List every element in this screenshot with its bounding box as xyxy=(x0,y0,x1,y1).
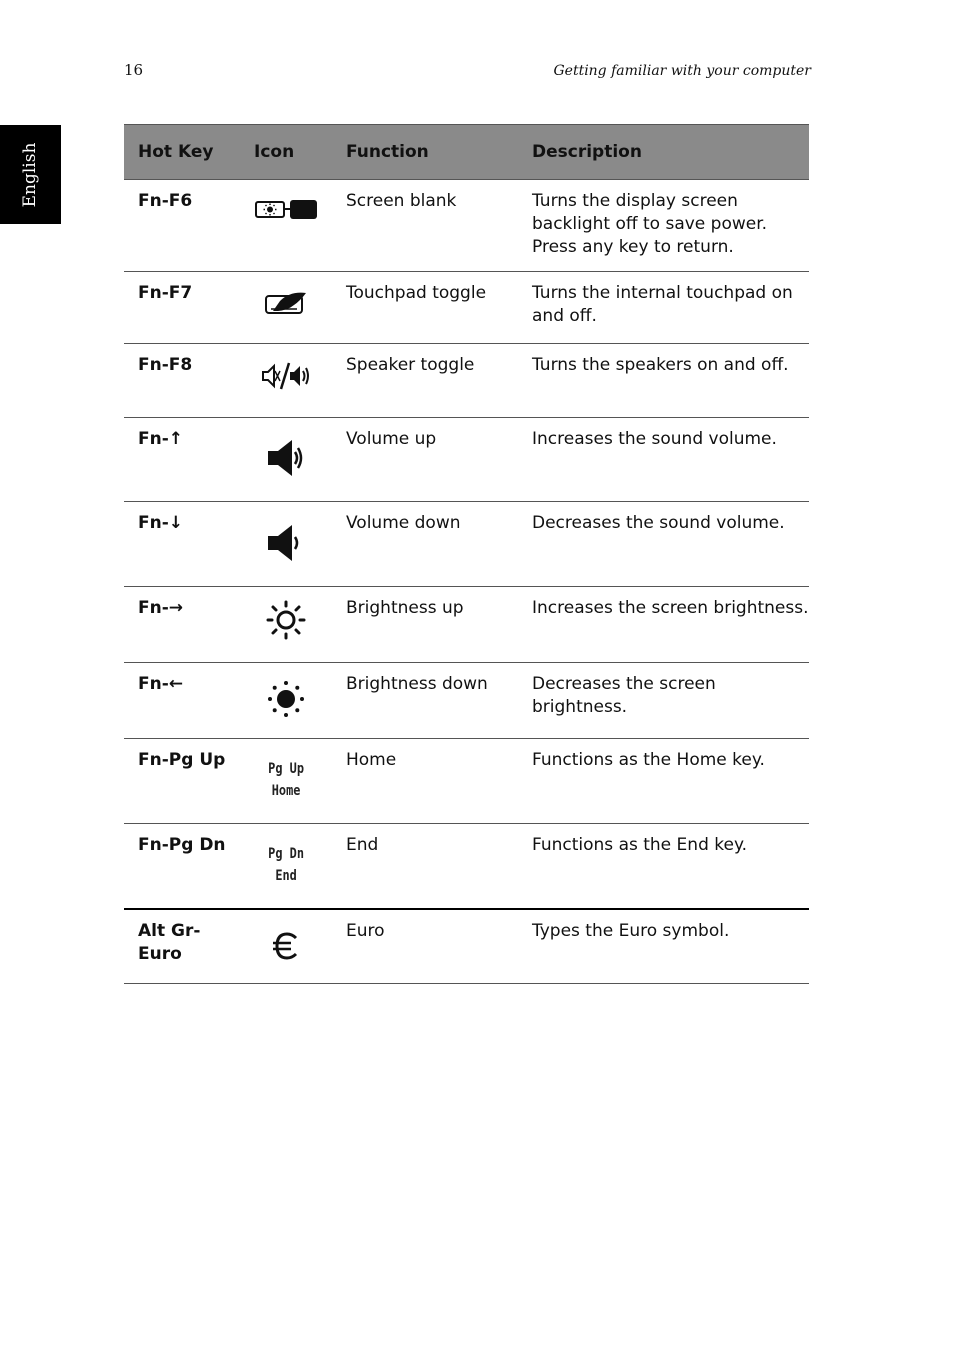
hotkey-cell: Fn-Pg Up xyxy=(124,739,240,824)
function-cell: Volume up xyxy=(332,418,518,502)
brightness-down-icon xyxy=(267,680,305,718)
description-cell: Types the Euro symbol. xyxy=(518,909,809,984)
column-header-icon: Icon xyxy=(240,125,332,180)
hotkey-cell: Fn-F8 xyxy=(124,344,240,418)
table-header-row xyxy=(124,125,809,180)
table-row xyxy=(124,824,809,909)
description-cell: Increases the screen brightness. xyxy=(518,587,809,663)
end-label: End xyxy=(275,868,297,884)
hotkey-cell: Alt Gr-Euro xyxy=(124,909,240,984)
function-cell: Speaker toggle xyxy=(332,344,518,418)
description-cell: Decreases the screen brightness. xyxy=(518,663,809,739)
table-row xyxy=(124,587,809,663)
description-cell: Decreases the sound volume. xyxy=(518,502,809,587)
pgdn-end-icon xyxy=(268,843,304,887)
screen-blank-icon xyxy=(254,198,318,220)
description-cell: Turns the speakers on and off. xyxy=(518,344,809,418)
function-cell: Touchpad toggle xyxy=(332,272,518,344)
table-row xyxy=(124,272,809,344)
language-tab-label: English xyxy=(20,142,40,208)
pgup-label: Pg Up xyxy=(268,761,304,777)
table-row xyxy=(124,739,809,824)
function-cell: Brightness down xyxy=(332,663,518,739)
hotkey-cell: Fn-F6 xyxy=(124,180,240,272)
volume-down-icon xyxy=(266,523,306,563)
table-row xyxy=(124,180,809,272)
column-header-hotkey: Hot Key xyxy=(124,125,240,180)
hotkey-table xyxy=(124,124,809,984)
home-label: Home xyxy=(271,783,301,799)
description-cell: Turns the internal touchpad on and off. xyxy=(518,272,809,344)
hotkey-cell: Fn-Pg Dn xyxy=(124,824,240,909)
language-tab xyxy=(0,125,61,224)
table-row xyxy=(124,344,809,418)
column-header-description: Description xyxy=(518,125,809,180)
table-row xyxy=(124,502,809,587)
hotkey-cell: Fn-→ xyxy=(124,587,240,663)
function-cell: End xyxy=(332,824,518,909)
description-cell: Functions as the Home key. xyxy=(518,739,809,824)
table-row xyxy=(124,663,809,739)
volume-up-icon xyxy=(266,438,306,478)
hotkey-cell: Fn-F7 xyxy=(124,272,240,344)
description-cell: Increases the sound volume. xyxy=(518,418,809,502)
hotkey-cell: Fn-↓ xyxy=(124,502,240,587)
function-cell: Home xyxy=(332,739,518,824)
function-cell: Brightness up xyxy=(332,587,518,663)
description-cell: Turns the display screen backlight off to save power. Press any key to return. xyxy=(518,180,809,272)
function-cell: Volume down xyxy=(332,502,518,587)
running-head: Getting familiar with your computer xyxy=(553,63,811,79)
hotkey-cell: Fn-← xyxy=(124,663,240,739)
function-cell: Screen blank xyxy=(332,180,518,272)
pgdn-label: Pg Dn xyxy=(268,846,304,862)
pgup-home-icon xyxy=(268,758,304,802)
hotkey-cell: Fn-↑ xyxy=(124,418,240,502)
description-cell: Functions as the End key. xyxy=(518,824,809,909)
function-cell: Euro xyxy=(332,909,518,984)
table-row xyxy=(124,418,809,502)
page-number: 16 xyxy=(124,61,144,79)
speaker-toggle-icon xyxy=(261,361,311,391)
brightness-up-icon xyxy=(266,600,306,640)
column-header-function: Function xyxy=(332,125,518,180)
touchpad-icon xyxy=(264,289,308,315)
euro-icon xyxy=(272,932,300,960)
table-row xyxy=(124,909,809,984)
